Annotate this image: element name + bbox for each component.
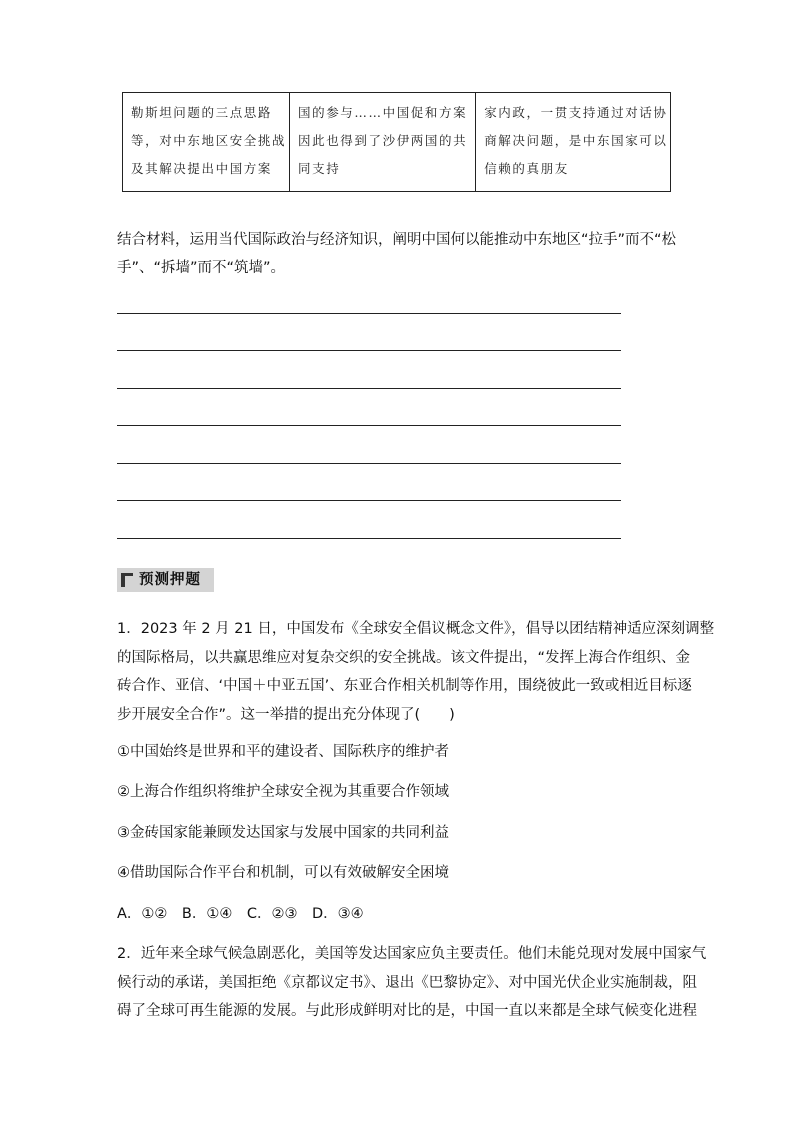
question-line: 结合材料，运用当代国际政治与经济知识，阐明中国何以能推动中东地区“拉手”而不“松 bbox=[117, 232, 677, 248]
answer-line[interactable] bbox=[117, 350, 621, 351]
question-1-stem bbox=[117, 615, 715, 729]
table-cell-line: 同支持 bbox=[298, 161, 341, 176]
table-cell-line: 商解决问题，是中东国家可以 bbox=[484, 133, 668, 148]
question-line: 手”、“拆墙”而不“筑墙”。 bbox=[117, 260, 286, 276]
question-line: 步开展安全合作”。这一举措的提出充分体现了( ) bbox=[117, 706, 455, 723]
option-3: ③金砖国家能兼顾发达国家与发展中国家的共同利益 bbox=[117, 825, 449, 841]
question-line: 碍了全球可再生能源的发展。与此形成鲜明对比的是，中国一直以来都是全球气候变化进程 bbox=[117, 1003, 697, 1019]
answer-choices: A．①② B．①④ C．②③ D．③④ bbox=[117, 906, 364, 922]
question-line: 1．2023 年 2 月 21 日，中国发布《全球安全倡议概念文件》，倡导以团结精神适应深刻调整 bbox=[117, 621, 715, 637]
table-cell-mediation bbox=[290, 93, 476, 191]
table-cell-line: 国的参与……中国促和方案 bbox=[298, 105, 468, 120]
option-2: ②上海合作组织将维护全球安全视为其重要合作领域 bbox=[117, 784, 449, 800]
table-cell-line: 等，对中东地区安全挑战 bbox=[131, 133, 287, 148]
table-cell-dialogue bbox=[476, 93, 675, 191]
answer-line[interactable] bbox=[117, 313, 621, 314]
table-cell-line: 勒斯坦问题的三点思路 bbox=[131, 105, 273, 120]
option-4: ④借助国际合作平台和机制，可以有效破解安全困境 bbox=[117, 865, 449, 881]
table-cell-palestine bbox=[123, 93, 290, 191]
section-title: 预测押题 bbox=[139, 572, 201, 588]
question-prompt bbox=[117, 226, 677, 282]
answer-line[interactable] bbox=[117, 500, 621, 501]
question-line: 2．近年来全球气候急剧恶化，美国等发达国家应负主要责任。他们未能兑现对发展中国家气 bbox=[117, 946, 707, 962]
section-header bbox=[117, 568, 214, 592]
answer-line[interactable] bbox=[117, 463, 621, 464]
section-icon bbox=[121, 573, 133, 587]
question-line: 候行动的承诺，美国拒绝《京都议定书》、退出《巴黎协定》、对中国光伏企业实施制裁，阻 bbox=[117, 974, 697, 991]
answer-line[interactable] bbox=[117, 388, 621, 389]
question-line: 砖合作、亚信、‘中国＋中亚五国’、东亚合作相关机制等作用，围绕彼此一致或相近目标逐 bbox=[117, 678, 692, 694]
table-cell-line: 及其解决提出中国方案 bbox=[131, 161, 273, 176]
table-cell-line: 信赖的真朋友 bbox=[484, 161, 569, 176]
answer-line[interactable] bbox=[117, 538, 621, 539]
question-line: 的国际格局，以共赢思维应对复杂交织的安全挑战。该文件提出，“发挥上海合作组织、金 bbox=[117, 649, 691, 666]
answer-line[interactable] bbox=[117, 425, 621, 426]
table-cell-line: 因此也得到了沙伊两国的共 bbox=[298, 133, 468, 148]
table-cell-line: 家内政，一贯支持通过对话协 bbox=[484, 105, 668, 120]
question-2-stem bbox=[117, 940, 707, 1026]
material-table bbox=[122, 92, 671, 192]
option-1: ①中国始终是世界和平的建设者、国际秩序的维护者 bbox=[117, 744, 449, 760]
